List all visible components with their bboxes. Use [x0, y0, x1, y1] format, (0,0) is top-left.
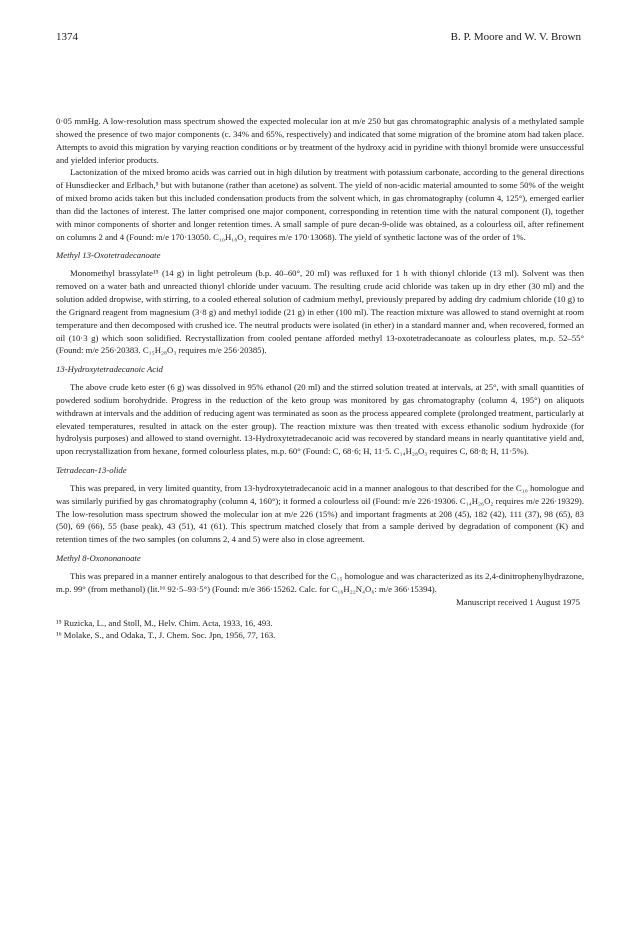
manuscript-received-date: Manuscript received 1 August 1975 — [455, 596, 580, 607]
section-heading-tetradecanolide: Tetradecan-13-olide — [56, 465, 127, 476]
reference-item: ¹⁵ Ruzicka, L., and Stoll, M., Helv. Chim. Acta, 1933, 16, 493. — [56, 617, 273, 628]
section-heading-oxotetradecanoate: Methyl 13-Oxotetradecanoate — [56, 250, 161, 261]
paragraph-lactonization: Lactonization of the mixed bromo acids was carried out in high dilution by treatment with potassium carbonate, according to the general directions of Hunsdiecker and Erlbach,⁵ but with butanone (rather than acetone) as solvent. The yield of non-acidic material amounted to some 50% of the weight of mixed bromo acids taken but this included condensation products from the solvent which, in gas chromatography (column 4, 125°), emerged earlier than did the lactones of interest. The latter comprised one major component, corresponding in retention time with the natural component (I), together with minor components of shorter and longer retention times. A small sample of pure decan-9-olide was obtained, as a colourless oil, after refinement on columns 2 and 4 (Found: m/e 170·13050. C₁₀H₁₈O₂ requires m/e 170·13068). The yield of synthetic lactone was of the order of 1%. — [56, 167, 584, 242]
running-head-authors: B. P. Moore and W. V. Brown — [450, 31, 581, 43]
article-body — [56, 115, 584, 642]
paragraph-oxotetradecanoate: Monomethyl brassylate¹⁵ (14 g) in light petroleum (b.p. 40–60°, 20 ml) was refluxed for 1 h with thionyl chloride (13 ml). Solvent was then removed on a water bath and unreacted thionyl chloride under vacuum. The resulting crude acid chloride was taken up in dry ether (30 ml) and the solution added dropwise, with stirring, to a cooled ethereal solution of cadmium methyl, previously prepared by adding dry cadmium chloride (10 g) to the Grignard reagent from magnesium (3·8 g) and methyl iodide (21 g) in ether (100 ml). The reaction mixture was allowed to stand overnight at room temperature and then decomposed with crushed ice. The neutral products were isolated (in ether) in a standard manner and, when recovered, formed an oil (10·3 g) which soon solidified. Recrystallization from cooled pentane afforded methyl 13-oxotetradecanoate as colourless plates, m.p. 52–55° (Found: m/e 256·20383. C₁₅H₂₈O₃ requires m/e 256·20385). — [56, 268, 584, 356]
references — [56, 617, 584, 643]
reference-item: ¹⁶ Molake, S., and Odaka, T., J. Chem. Soc. Jpn, 1956, 77, 163. — [56, 630, 276, 641]
section-heading-oxononanoate: Methyl 8-Oxononanoate — [56, 553, 141, 564]
section-heading-hydroxytetradecanoic: 13-Hydroxytetradecanoic Acid — [56, 364, 163, 375]
paragraph-bromination: 0·05 mmHg. A low-resolution mass spectrum showed the expected molecular ion at m/e 250 but gas chromatographic analysis of a methylated sample showed the presence of two major components (c. 34% and 65%, respectively) and indicated that some migration of the bromine atom had taken place. Attempts to avoid this migration by varying reaction conditions or by treatment of the hydroxy acid in pyridine with thionyl bromide were unsuccessful and yielded inferior products. — [56, 116, 584, 165]
paragraph-hydroxytetradecanoic: The above crude keto ester (6 g) was dissolved in 95% ethanol (20 ml) and the stirred solution treated at intervals, at 25°, with small quantities of powdered sodium borohydride. Progress in the reduction of the keto group was monitored by gas chromatography (column 4, 195°) on aliquots withdrawn at intervals and the addition of reducing agent was terminated as soon as the process appeared complete (prolonged treatment, particularly at elevated temperatures, resulted in attack on the ester group). The reaction mixture was then treated with excess ethanolic sodium hydroxide (for hydrolysis purposes) and allowed to stand overnight. 13-Hydroxytetradecanoic acid was recovered by standard means in nearly quantitative yield and, upon recrystallization from hexane, formed colourless plates, m.p. 60° (Found: C, 68·6; H, 11·5. C₁₄H₂₈O₃ requires C, 68·8; H, 11·5%). — [56, 382, 584, 457]
page-number: 1374 — [56, 31, 78, 43]
paragraph-oxononanoate: This was prepared in a manner entirely analogous to that described for the C₁₅ homologue and was characterized as its 2,4-dinitrophenylhydrazone, m.p. 99° (from methanol) (lit.¹⁶ 92·5–93·5°) (Found: m/e 366·15262. Calc. for C₁₆H₂₂N₄O₆: m/e 366·15394). — [56, 571, 584, 594]
paragraph-tetradecanolide: This was prepared, in very limited quantity, from 13-hydroxytetradecanoic acid in a manner analogous to that described for the C₁₀ homologue and was similarly purified by gas chromatography (column 4, 160°); it formed a colourless oil (Found: m/e 226·19306. C₁₄H₂₆O₂ requires m/e 226·19329). The low-resolution mass spectrum showed the molecular ion at m/e 226 (15%) and important fragments at 208 (45), 182 (42), 111 (37), 98 (65), 83 (50), 69 (66), 55 (base peak), 43 (51), 41 (61). This spectrum matched closely that from a sample derived by degradation of component (K) and retention times of the two samples (on columns 2, 4 and 5) were also in close agreement. — [56, 482, 584, 545]
